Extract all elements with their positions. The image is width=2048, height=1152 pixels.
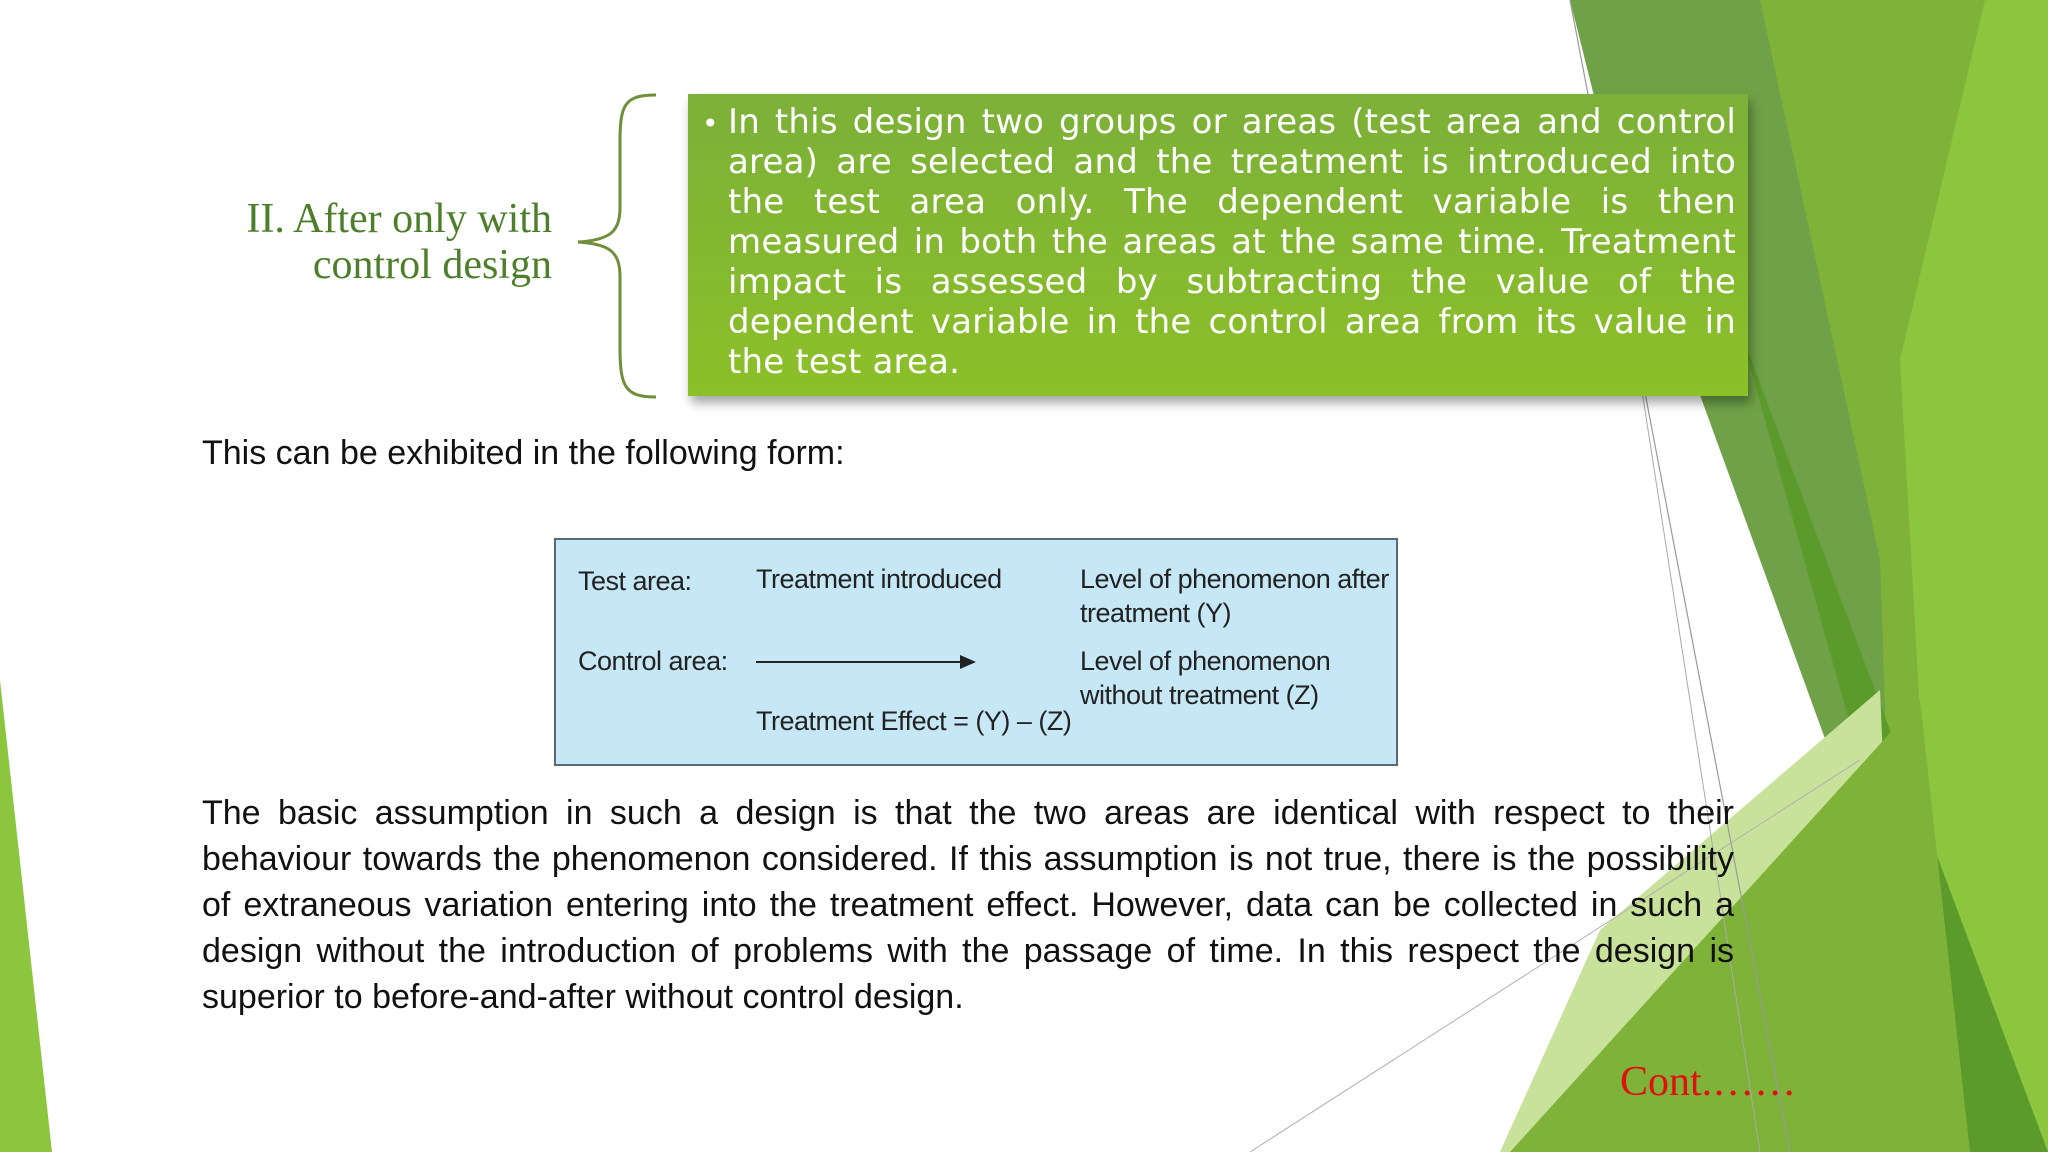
curly-brace xyxy=(570,92,660,402)
level-after-label: Level of phenomenon after treatment (Y) xyxy=(1080,564,1389,628)
continued-marker: Cont.…… xyxy=(1620,1059,1797,1105)
assumption-paragraph: The basic assumption in such a design is that the two areas are identical with respect to their behaviour towards the phenomenon considered. If this assumption is not true, there is the possibility of extraneous variation entering into the treatment effect. However, data can be collected in such a design without the introduction of problems with the passage of time. In this respect the design is superior to before-and-after without control design. xyxy=(202,794,1734,1016)
design-diagram xyxy=(554,538,1398,766)
heading-line-1: II. After only with xyxy=(246,196,552,242)
test-area-label: Test area: xyxy=(578,566,692,596)
level-without-label: Level of phenomenon without treatment (Z) xyxy=(1080,646,1331,710)
control-area-label: Control area: xyxy=(578,646,728,676)
exhibit-intro: This can be exhibited in the following form: xyxy=(202,434,845,472)
arrow-icon xyxy=(754,652,978,672)
slide-heading xyxy=(246,196,552,288)
bg-shape-left xyxy=(0,680,52,1152)
treatment-introduced-label: Treatment introduced xyxy=(756,564,1002,594)
treatment-effect-label: Treatment Effect = (Y) – (Z) xyxy=(756,706,1072,736)
heading-line-2: control design xyxy=(312,242,552,288)
definition-callout xyxy=(688,94,1748,396)
bullet-icon: • xyxy=(702,107,719,140)
callout-text: In this design two groups or areas (test area and control area) are selected and the treatment is introduced into the test area only. The dependent variable is then measured in both the areas at the same time. Treatment impact is assessed by subtracting the value of the dependent variable in the control area from its value in the test area. xyxy=(728,102,1736,382)
